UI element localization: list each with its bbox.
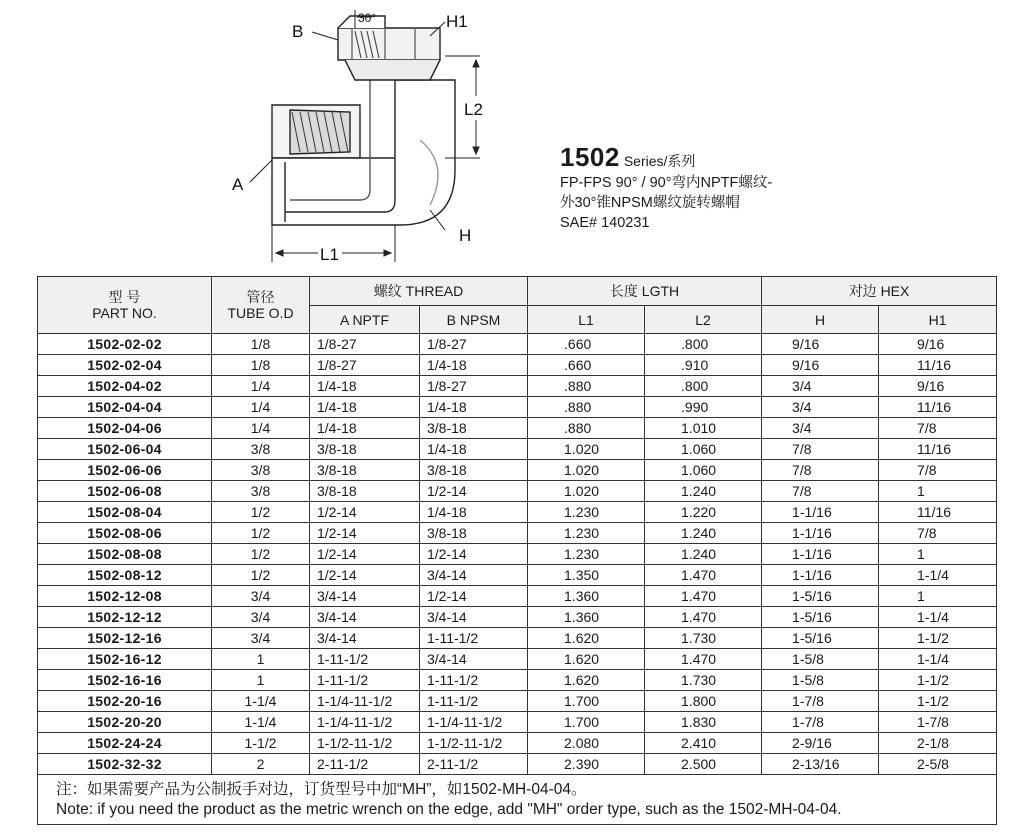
cell-l2: .800 (645, 376, 762, 397)
cell-h: 7/8 (762, 460, 879, 481)
cell-l2: .800 (645, 334, 762, 355)
cell-h1: 11/16 (879, 439, 997, 460)
cell-h1: 1 (879, 544, 997, 565)
cell-a-nptf: 3/4-14 (310, 586, 420, 607)
cell-part-no: 1502-06-08 (38, 481, 212, 502)
cell-part-no: 1502-08-04 (38, 502, 212, 523)
cell-h: 1-5/16 (762, 607, 879, 628)
cell-l2: 2.500 (645, 754, 762, 775)
table-row (38, 712, 997, 733)
cell-l1: 1.360 (528, 607, 645, 628)
cell-tube-od: 1/2 (212, 502, 310, 523)
cell-l2: 1.830 (645, 712, 762, 733)
cell-b-npsm: 1/2-14 (420, 544, 528, 565)
label-l1: L1 (320, 245, 339, 264)
table-row (38, 586, 997, 607)
cell-l2: .910 (645, 355, 762, 376)
cell-part-no: 1502-12-08 (38, 586, 212, 607)
spec-table (37, 276, 997, 825)
cell-a-nptf: 3/4-14 (310, 607, 420, 628)
header-tube-cn: 管径 (246, 289, 275, 305)
table-row (38, 397, 997, 418)
cell-l1: 1.230 (528, 523, 645, 544)
table-row (38, 733, 997, 754)
cell-h1: 7/8 (879, 418, 997, 439)
cell-part-no: 1502-16-12 (38, 649, 212, 670)
cell-a-nptf: 1/2-14 (310, 565, 420, 586)
cell-a-nptf: 1-1/4-11-1/2 (310, 712, 420, 733)
cell-l2: .990 (645, 397, 762, 418)
cell-l1: 1.360 (528, 586, 645, 607)
cell-l1: 1.350 (528, 565, 645, 586)
cell-b-npsm: 1-11-1/2 (420, 628, 528, 649)
table-note (38, 775, 997, 825)
header-h1: H1 (879, 306, 997, 334)
cell-a-nptf: 1/8-27 (310, 355, 420, 376)
cell-h: 3/4 (762, 397, 879, 418)
cell-l2: 1.470 (645, 649, 762, 670)
cell-part-no: 1502-06-06 (38, 460, 212, 481)
cell-b-npsm: 1-1/2-11-1/2 (420, 733, 528, 754)
table-row (38, 502, 997, 523)
cell-h1: 1-1/2 (879, 691, 997, 712)
header-hex: 对边 HEX (762, 277, 997, 306)
cell-h: 1-5/16 (762, 628, 879, 649)
header-tube-od (212, 277, 310, 334)
header-b-npsm: B NPSM (420, 306, 528, 334)
cell-b-npsm: 1/4-18 (420, 355, 528, 376)
header-length: 长度 LGTH (528, 277, 762, 306)
cell-a-nptf: 1/2-14 (310, 523, 420, 544)
cell-a-nptf: 3/8-18 (310, 439, 420, 460)
cell-part-no: 1502-12-16 (38, 628, 212, 649)
table-row (38, 607, 997, 628)
cell-tube-od: 1-1/4 (212, 712, 310, 733)
cell-l2: 1.060 (645, 460, 762, 481)
cell-b-npsm: 3/4-14 (420, 565, 528, 586)
cell-a-nptf: 1-1/2-11-1/2 (310, 733, 420, 754)
cell-part-no: 1502-04-06 (38, 418, 212, 439)
cell-tube-od: 3/8 (212, 481, 310, 502)
cell-h1: 11/16 (879, 355, 997, 376)
cell-part-no: 1502-32-32 (38, 754, 212, 775)
cell-part-no: 1502-02-04 (38, 355, 212, 376)
cell-h: 1-5/16 (762, 586, 879, 607)
cell-l2: 1.730 (645, 670, 762, 691)
cell-h1: 1-7/8 (879, 712, 997, 733)
header-part-en: PART NO. (92, 305, 157, 321)
series-number: 1502 (560, 142, 620, 172)
cell-l1: .880 (528, 397, 645, 418)
cell-h: 7/8 (762, 481, 879, 502)
cell-h: 1-5/8 (762, 649, 879, 670)
cell-h: 2-13/16 (762, 754, 879, 775)
cell-h1: 7/8 (879, 523, 997, 544)
cell-part-no: 1502-20-16 (38, 691, 212, 712)
table-row (38, 334, 997, 355)
cell-h: 1-1/16 (762, 544, 879, 565)
cell-l2: 1.730 (645, 628, 762, 649)
cell-h1: 1 (879, 586, 997, 607)
cell-h1: 1 (879, 481, 997, 502)
cell-h: 7/8 (762, 439, 879, 460)
cell-h1: 9/16 (879, 334, 997, 355)
cell-a-nptf: 1-1/4-11-1/2 (310, 691, 420, 712)
cell-l2: 1.220 (645, 502, 762, 523)
cell-h: 9/16 (762, 355, 879, 376)
sae-number: SAE# 140231 (560, 215, 650, 231)
cell-l1: .660 (528, 334, 645, 355)
cell-tube-od: 1 (212, 670, 310, 691)
cell-b-npsm: 1-11-1/2 (420, 691, 528, 712)
cell-part-no: 1502-16-16 (38, 670, 212, 691)
series-title-block (560, 142, 860, 233)
cell-part-no: 1502-02-02 (38, 334, 212, 355)
cell-h: 9/16 (762, 334, 879, 355)
label-h1: H1 (446, 12, 468, 31)
cell-h: 1-7/8 (762, 712, 879, 733)
cell-h1: 9/16 (879, 376, 997, 397)
cell-h1: 1-1/2 (879, 628, 997, 649)
fitting-drawing (220, 0, 520, 270)
cell-tube-od: 1/4 (212, 397, 310, 418)
cell-a-nptf: 3/4-14 (310, 628, 420, 649)
cell-l1: .880 (528, 376, 645, 397)
description-line-2: 外30°锥NPSM螺纹旋转螺帽 (560, 195, 740, 211)
cell-l1: 2.390 (528, 754, 645, 775)
table-row (38, 523, 997, 544)
cell-b-npsm: 1/8-27 (420, 376, 528, 397)
cell-part-no: 1502-20-20 (38, 712, 212, 733)
cell-a-nptf: 1/8-27 (310, 334, 420, 355)
cell-b-npsm: 3/8-18 (420, 418, 528, 439)
cell-b-npsm: 1/4-18 (420, 439, 528, 460)
cell-l2: 1.470 (645, 565, 762, 586)
cell-l1: .880 (528, 418, 645, 439)
table-row (38, 418, 997, 439)
cell-h: 2-9/16 (762, 733, 879, 754)
label-l2: L2 (464, 100, 483, 119)
cell-tube-od: 2 (212, 754, 310, 775)
cell-a-nptf: 1/4-18 (310, 376, 420, 397)
cell-h1: 1-1/4 (879, 607, 997, 628)
cell-b-npsm: 1-1/4-11-1/2 (420, 712, 528, 733)
header-part-cn: 型 号 (108, 289, 141, 305)
cell-h: 3/4 (762, 418, 879, 439)
cell-l2: 1.240 (645, 523, 762, 544)
cell-tube-od: 1/8 (212, 334, 310, 355)
cell-a-nptf: 3/8-18 (310, 460, 420, 481)
cell-part-no: 1502-08-06 (38, 523, 212, 544)
cell-part-no: 1502-24-24 (38, 733, 212, 754)
cell-b-npsm: 2-11-1/2 (420, 754, 528, 775)
label-h: H (459, 226, 472, 245)
cell-tube-od: 3/8 (212, 439, 310, 460)
cell-l1: 1.620 (528, 628, 645, 649)
cell-a-nptf: 2-11-1/2 (310, 754, 420, 775)
table-row (38, 355, 997, 376)
cell-b-npsm: 3/8-18 (420, 460, 528, 481)
cell-a-nptf: 1/4-18 (310, 397, 420, 418)
header-thread: 螺纹 THREAD (310, 277, 528, 306)
cell-l1: 1.620 (528, 670, 645, 691)
cell-h1: 11/16 (879, 502, 997, 523)
table-row (38, 439, 997, 460)
note-cn: 注：如果需要产品为公制扳手对边，订货型号中加“MH”，如1502-MH-04-04。 (56, 781, 587, 798)
table-row (38, 754, 997, 775)
cell-h1: 2-5/8 (879, 754, 997, 775)
cell-b-npsm: 1/4-18 (420, 502, 528, 523)
cell-h1: 2-1/8 (879, 733, 997, 754)
header-tube-en: TUBE O.D (227, 305, 294, 321)
cell-tube-od: 1/4 (212, 418, 310, 439)
cell-tube-od: 1-1/2 (212, 733, 310, 754)
cell-tube-od: 1/2 (212, 523, 310, 544)
cell-l2: 2.410 (645, 733, 762, 754)
cell-h: 1-1/16 (762, 523, 879, 544)
header-a-nptf: A NPTF (310, 306, 420, 334)
header-h: H (762, 306, 879, 334)
cell-l1: 1.020 (528, 460, 645, 481)
cell-l1: 1.020 (528, 481, 645, 502)
table-row (38, 460, 997, 481)
cell-part-no: 1502-06-04 (38, 439, 212, 460)
cell-b-npsm: 1/4-18 (420, 397, 528, 418)
table-row (38, 691, 997, 712)
cell-part-no: 1502-04-04 (38, 397, 212, 418)
label-angle: 30° (358, 11, 377, 25)
label-a: A (232, 175, 244, 194)
cell-b-npsm: 1/2-14 (420, 481, 528, 502)
cell-b-npsm: 1-11-1/2 (420, 670, 528, 691)
table-row (38, 481, 997, 502)
cell-tube-od: 3/4 (212, 607, 310, 628)
cell-l1: 1.230 (528, 544, 645, 565)
cell-b-npsm: 1/8-27 (420, 334, 528, 355)
cell-a-nptf: 3/8-18 (310, 481, 420, 502)
table-row (38, 649, 997, 670)
cell-l1: 2.080 (528, 733, 645, 754)
cell-l2: 1.060 (645, 439, 762, 460)
cell-tube-od: 3/8 (212, 460, 310, 481)
cell-h: 1-1/16 (762, 502, 879, 523)
cell-tube-od: 1/8 (212, 355, 310, 376)
cell-h: 1-1/16 (762, 565, 879, 586)
cell-b-npsm: 3/8-18 (420, 523, 528, 544)
table-row (38, 628, 997, 649)
cell-tube-od: 1/2 (212, 544, 310, 565)
cell-l2: 1.470 (645, 607, 762, 628)
cell-tube-od: 1/2 (212, 565, 310, 586)
description-line-1: FP-FPS 90° / 90°弯内NPTF螺纹- (560, 175, 773, 191)
series-word: Series/系列 (623, 153, 696, 169)
cell-b-npsm: 3/4-14 (420, 649, 528, 670)
header-l2: L2 (645, 306, 762, 334)
cell-h: 1-5/8 (762, 670, 879, 691)
cell-tube-od: 3/4 (212, 628, 310, 649)
cell-h1: 7/8 (879, 460, 997, 481)
table-row (38, 565, 997, 586)
elbow-body (272, 16, 455, 225)
cell-b-npsm: 3/4-14 (420, 607, 528, 628)
cell-b-npsm: 1/2-14 (420, 586, 528, 607)
cell-a-nptf: 1/2-14 (310, 502, 420, 523)
cell-l2: 1.010 (645, 418, 762, 439)
cell-a-nptf: 1/2-14 (310, 544, 420, 565)
note-en: Note: if you need the product as the metric wrench on the edge, add "MH" order type, such as the 1502-MH-04-04. (56, 801, 842, 818)
header-part-no (38, 277, 212, 334)
cell-l2: 1.800 (645, 691, 762, 712)
cell-tube-od: 1-1/4 (212, 691, 310, 712)
cell-part-no: 1502-12-12 (38, 607, 212, 628)
cell-tube-od: 3/4 (212, 586, 310, 607)
table-row (38, 670, 997, 691)
cell-l1: 1.700 (528, 691, 645, 712)
cell-l1: 1.020 (528, 439, 645, 460)
cell-h1: 11/16 (879, 397, 997, 418)
cell-l1: 1.230 (528, 502, 645, 523)
cell-h: 3/4 (762, 376, 879, 397)
cell-part-no: 1502-04-02 (38, 376, 212, 397)
label-b: B (292, 22, 304, 41)
table-row (38, 544, 997, 565)
cell-l2: 1.470 (645, 586, 762, 607)
cell-a-nptf: 1-11-1/2 (310, 649, 420, 670)
cell-h1: 1-1/4 (879, 649, 997, 670)
cell-a-nptf: 1/4-18 (310, 418, 420, 439)
cell-h: 1-7/8 (762, 691, 879, 712)
header-l1: L1 (528, 306, 645, 334)
cell-l2: 1.240 (645, 481, 762, 502)
cell-l1: .660 (528, 355, 645, 376)
cell-l1: 1.620 (528, 649, 645, 670)
cell-l1: 1.700 (528, 712, 645, 733)
cell-a-nptf: 1-11-1/2 (310, 670, 420, 691)
cell-tube-od: 1 (212, 649, 310, 670)
cell-part-no: 1502-08-12 (38, 565, 212, 586)
cell-h1: 1-1/4 (879, 565, 997, 586)
spec-table-body (38, 334, 997, 775)
cell-h1: 1-1/2 (879, 670, 997, 691)
cell-tube-od: 1/4 (212, 376, 310, 397)
table-row (38, 376, 997, 397)
cell-l2: 1.240 (645, 544, 762, 565)
series-heading (560, 142, 860, 173)
cell-part-no: 1502-08-08 (38, 544, 212, 565)
